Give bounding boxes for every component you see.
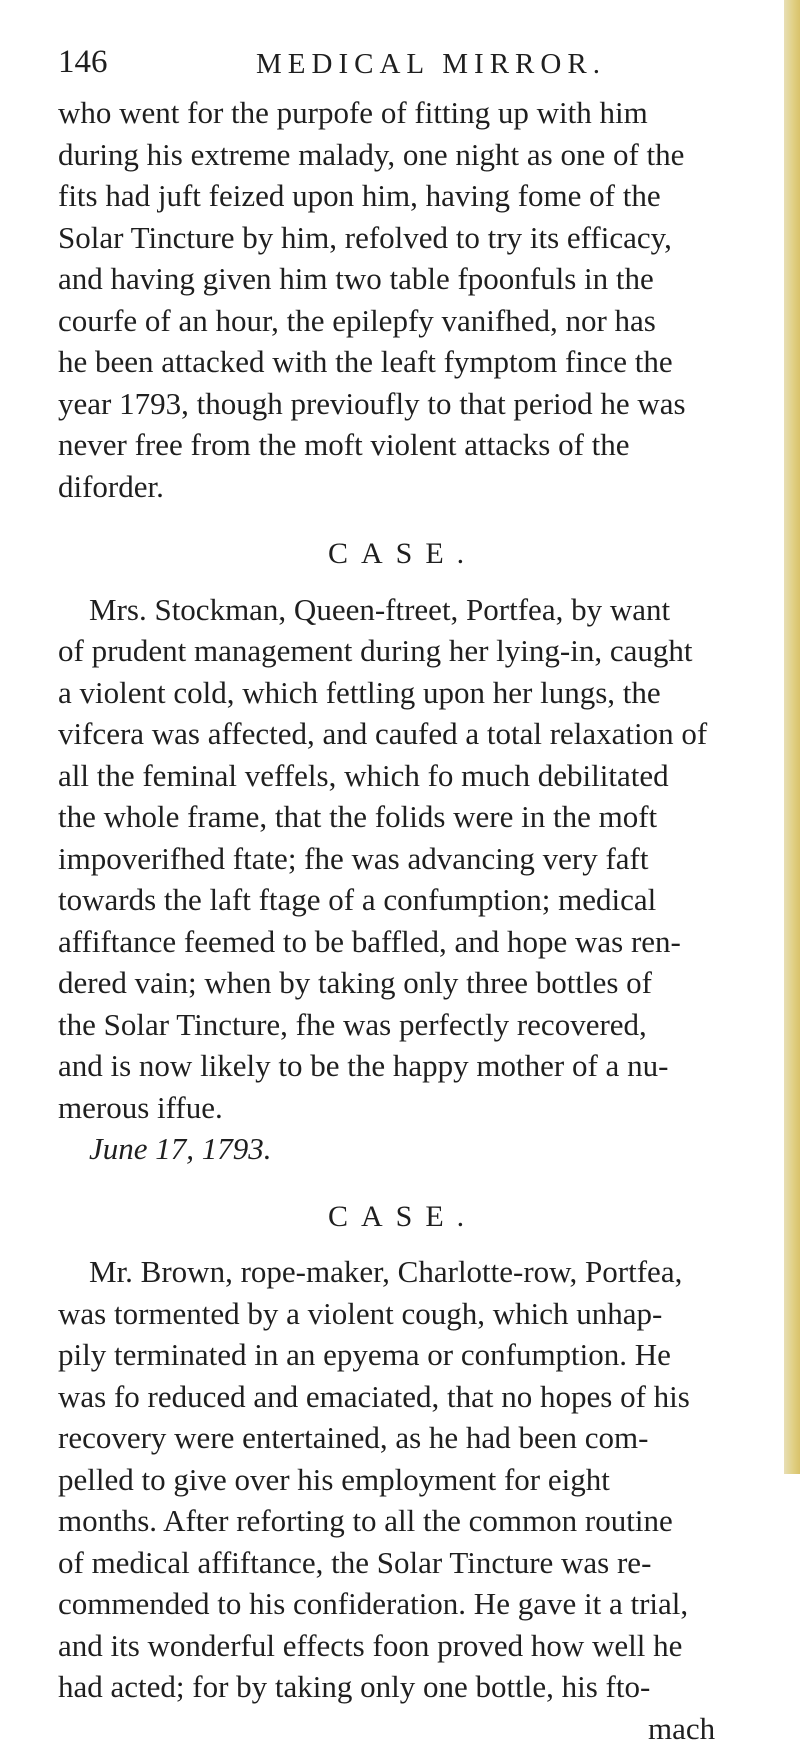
text-line: affiftance feemed to be baffled, and hope was ren- (58, 921, 768, 963)
page-edge-shadow (784, 0, 800, 1474)
text-line: commended to his confideration. He gave it a trial, (58, 1583, 768, 1625)
text-line: never free from the moft violent attacks of the (58, 424, 768, 466)
book-page (58, 42, 768, 1749)
text-line: all the feminal veffels, which fo much debilitated (58, 755, 768, 797)
text-line: during his extreme malady, one night as one of the (58, 134, 768, 176)
text-line: who went for the purpofe of fitting up with him (58, 92, 768, 134)
page-number: 146 (58, 42, 108, 82)
text-line: merous iffue. (58, 1087, 768, 1129)
text-line: and having given him two table fpoonfuls in the (58, 258, 768, 300)
text-line: had acted; for by taking only one bottle, his fto- (58, 1666, 768, 1708)
text-line: pily terminated in an epyema or confumption. He (58, 1334, 768, 1376)
case-paragraph (58, 1251, 768, 1749)
text-line: the Solar Tincture, fhe was perfectly recovered, (58, 1004, 768, 1046)
text-line: dered vain; when by taking only three bottles of (58, 962, 768, 1004)
text-line: Mr. Brown, rope-maker, Charlotte-row, Portfea, (58, 1251, 768, 1293)
text-line: recovery were entertained, as he had been com- (58, 1417, 768, 1459)
text-line: a violent cold, which fettling upon her lungs, the (58, 672, 768, 714)
text-line: was fo reduced and emaciated, that no hopes of his (58, 1376, 768, 1418)
continuation-paragraph (58, 92, 768, 507)
running-head: MEDICAL MIRROR. (256, 46, 606, 82)
catchword: mach (58, 1708, 768, 1749)
text-line: and is now likely to be the happy mother of a nu- (58, 1045, 768, 1087)
case-paragraph (58, 589, 768, 1170)
text-line: courfe of an hour, the epilepfy vanifhed, nor has (58, 300, 768, 342)
text-line: fits had juft feized upon him, having fome of the (58, 175, 768, 217)
page-header (58, 42, 768, 92)
text-line: impoverifhed ftate; fhe was advancing very faft (58, 838, 768, 880)
text-line: year 1793, though previoufly to that period he was (58, 383, 768, 425)
text-line: months. After reforting to all the common routine (58, 1500, 768, 1542)
text-line: of medical affiftance, the Solar Tincture was re- (58, 1542, 768, 1584)
case-date: June 17, 1793. (58, 1128, 768, 1170)
text-line: and its wonderful effects foon proved how well he (58, 1625, 768, 1667)
text-line: was tormented by a violent cough, which unhap- (58, 1293, 768, 1335)
case-heading: CASE. (58, 1196, 768, 1238)
text-line: the whole frame, that the folids were in the moft (58, 796, 768, 838)
text-line: of prudent management during her lying-in, caught (58, 630, 768, 672)
text-line: vifcera was affected, and caufed a total relaxation of (58, 713, 768, 755)
text-line: Solar Tincture by him, refolved to try its efficacy, (58, 217, 768, 259)
text-line: Mrs. Stockman, Queen-ftreet, Portfea, by want (58, 589, 768, 631)
text-line: pelled to give over his employment for eight (58, 1459, 768, 1501)
text-line: towards the laft ftage of a confumption; medical (58, 879, 768, 921)
case-heading: CASE. (58, 533, 768, 575)
text-line: he been attacked with the leaft fymptom fince the (58, 341, 768, 383)
text-line: diforder. (58, 466, 768, 508)
